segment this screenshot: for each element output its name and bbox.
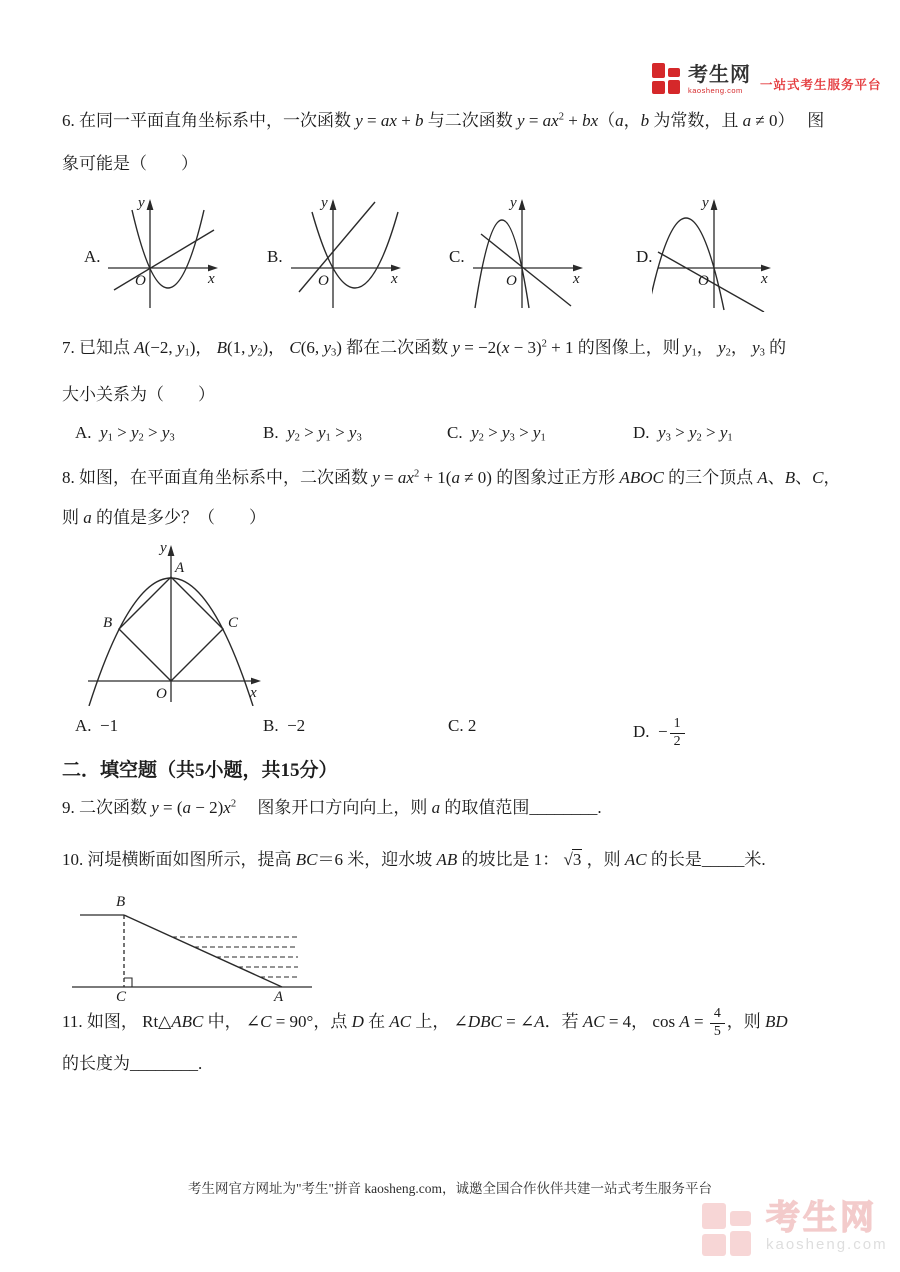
- axis-y-label: y: [160, 540, 167, 556]
- q6-line2: 象可能是（ ）: [62, 154, 198, 173]
- q6-option-c-label: C.: [449, 247, 465, 266]
- kaosheng-logo-icon: [652, 63, 682, 95]
- point-b-label: B: [103, 615, 113, 631]
- axis-x-label: x: [573, 271, 580, 287]
- q8-option-a: A. −1: [75, 716, 119, 735]
- origin-label: O: [698, 273, 709, 289]
- axis-x-label: x: [761, 271, 768, 287]
- q6-option-d-label: D.: [636, 247, 653, 266]
- origin-label: O: [318, 273, 329, 289]
- point-a-label: A: [175, 560, 185, 576]
- section-2-title: 二．填空题（共5小题，共15分）: [62, 760, 338, 781]
- q10-line: 10. 河堤横断面如图所示，提高 BC＝6 米，迎水坡 AB 的坡比是 1： √3 ，则 AC 的长是_____米.: [62, 850, 766, 869]
- q6-graph-a: [102, 190, 227, 312]
- q8-option-b: B. −2: [263, 716, 306, 735]
- q6-line1: 6. 在同一平面直角坐标系中，一次函数 y = ax + b 与二次函数 $y = ax^2 + bx(a$，b 为常数，且 a ≠ 0） 图: [62, 111, 825, 130]
- point-c-label: C: [116, 989, 127, 1003]
- q6-option-b-label: B.: [267, 247, 283, 266]
- q9-line: 9. 二次函数 $y = (a - 2)x^2$ 图象开口方向向上，则 a 的取值范围________.: [62, 798, 602, 817]
- q7-option-d: D. $y_3 > y_2 > y_1$: [633, 423, 733, 444]
- origin-label: O: [506, 273, 517, 289]
- watermark-domain: kaosheng.com: [766, 1236, 888, 1253]
- q6-graph-c: [467, 190, 592, 312]
- axis-x-label: x: [250, 685, 257, 701]
- brand-name: 考生网: [688, 64, 751, 86]
- q7-line1: 7. 已知点 A(−2, $y_1$)， B(1, $y_2$)， C(6, $y_3$) 都在二次函数 $y = -2(x - 3)^2 + 1$ 的图像上，则 $y_1$， $y_2$， $y_3$ 的: [62, 338, 787, 359]
- brand-slogan: 一站式考生服务平台: [760, 78, 882, 92]
- axis-y-label: y: [510, 195, 517, 211]
- axis-y-label: y: [702, 195, 709, 211]
- q7-line2: 大小关系为（ ）: [62, 385, 215, 404]
- q11-line2: 的长度为________.: [62, 1054, 203, 1073]
- q6-graph-d: [652, 190, 780, 312]
- point-b-label: B: [116, 894, 126, 910]
- q8-option-c: C. 2: [448, 716, 477, 735]
- q8-line2: 则 a 的值是多少？（ ）: [62, 508, 266, 527]
- q10-figure: [60, 889, 320, 1003]
- point-c-label: C: [228, 615, 239, 631]
- q7-option-c: C. $y_2 > y_3 > y_1$: [447, 423, 546, 444]
- origin-label: O: [135, 273, 146, 289]
- axis-y-label: y: [321, 195, 328, 211]
- origin-label: O: [156, 686, 167, 702]
- watermark-brand: 考生网: [766, 1199, 877, 1237]
- q7-option-b: B. $y_2 > y_1 > y_3$: [263, 423, 362, 444]
- q11-line1: 11. 如图， Rt△ABC 中， ∠C = 90°，点 D 在 AC 上， ∠DBC = ∠A．若 AC = 4， cos A = $\frac{4}{5}$ ，则 BD: [62, 1006, 788, 1039]
- q8-option-d: D. − $\frac{1}{2}$: [633, 716, 687, 750]
- q8-figure: [76, 536, 276, 706]
- q8-line1: 8. 如图，在平面直角坐标系中，二次函数 $y = ax^2 + 1(a \ne 0)$ 的图象过正方形 ABOC 的三个顶点 A、B、C，: [62, 468, 841, 487]
- axis-x-label: x: [391, 271, 398, 287]
- axis-x-label: x: [208, 271, 215, 287]
- header-logo: [652, 63, 882, 95]
- q6-option-a-label: A.: [84, 247, 101, 266]
- brand-domain: kaosheng.com: [688, 86, 743, 95]
- q7-option-a: A. $y_1 > y_2 > y_3$: [75, 423, 175, 444]
- kaosheng-watermark: [702, 1201, 888, 1257]
- point-a-label: A: [274, 989, 284, 1003]
- kaosheng-watermark-icon: [702, 1201, 756, 1257]
- axis-y-label: y: [138, 195, 145, 211]
- q6-graph-b: [285, 190, 410, 312]
- footer-text: 考生网官方网址为"考生"拼音 kaosheng.com，诚邀全国合作伙伴共建一站式考生服务平台: [187, 1181, 712, 1196]
